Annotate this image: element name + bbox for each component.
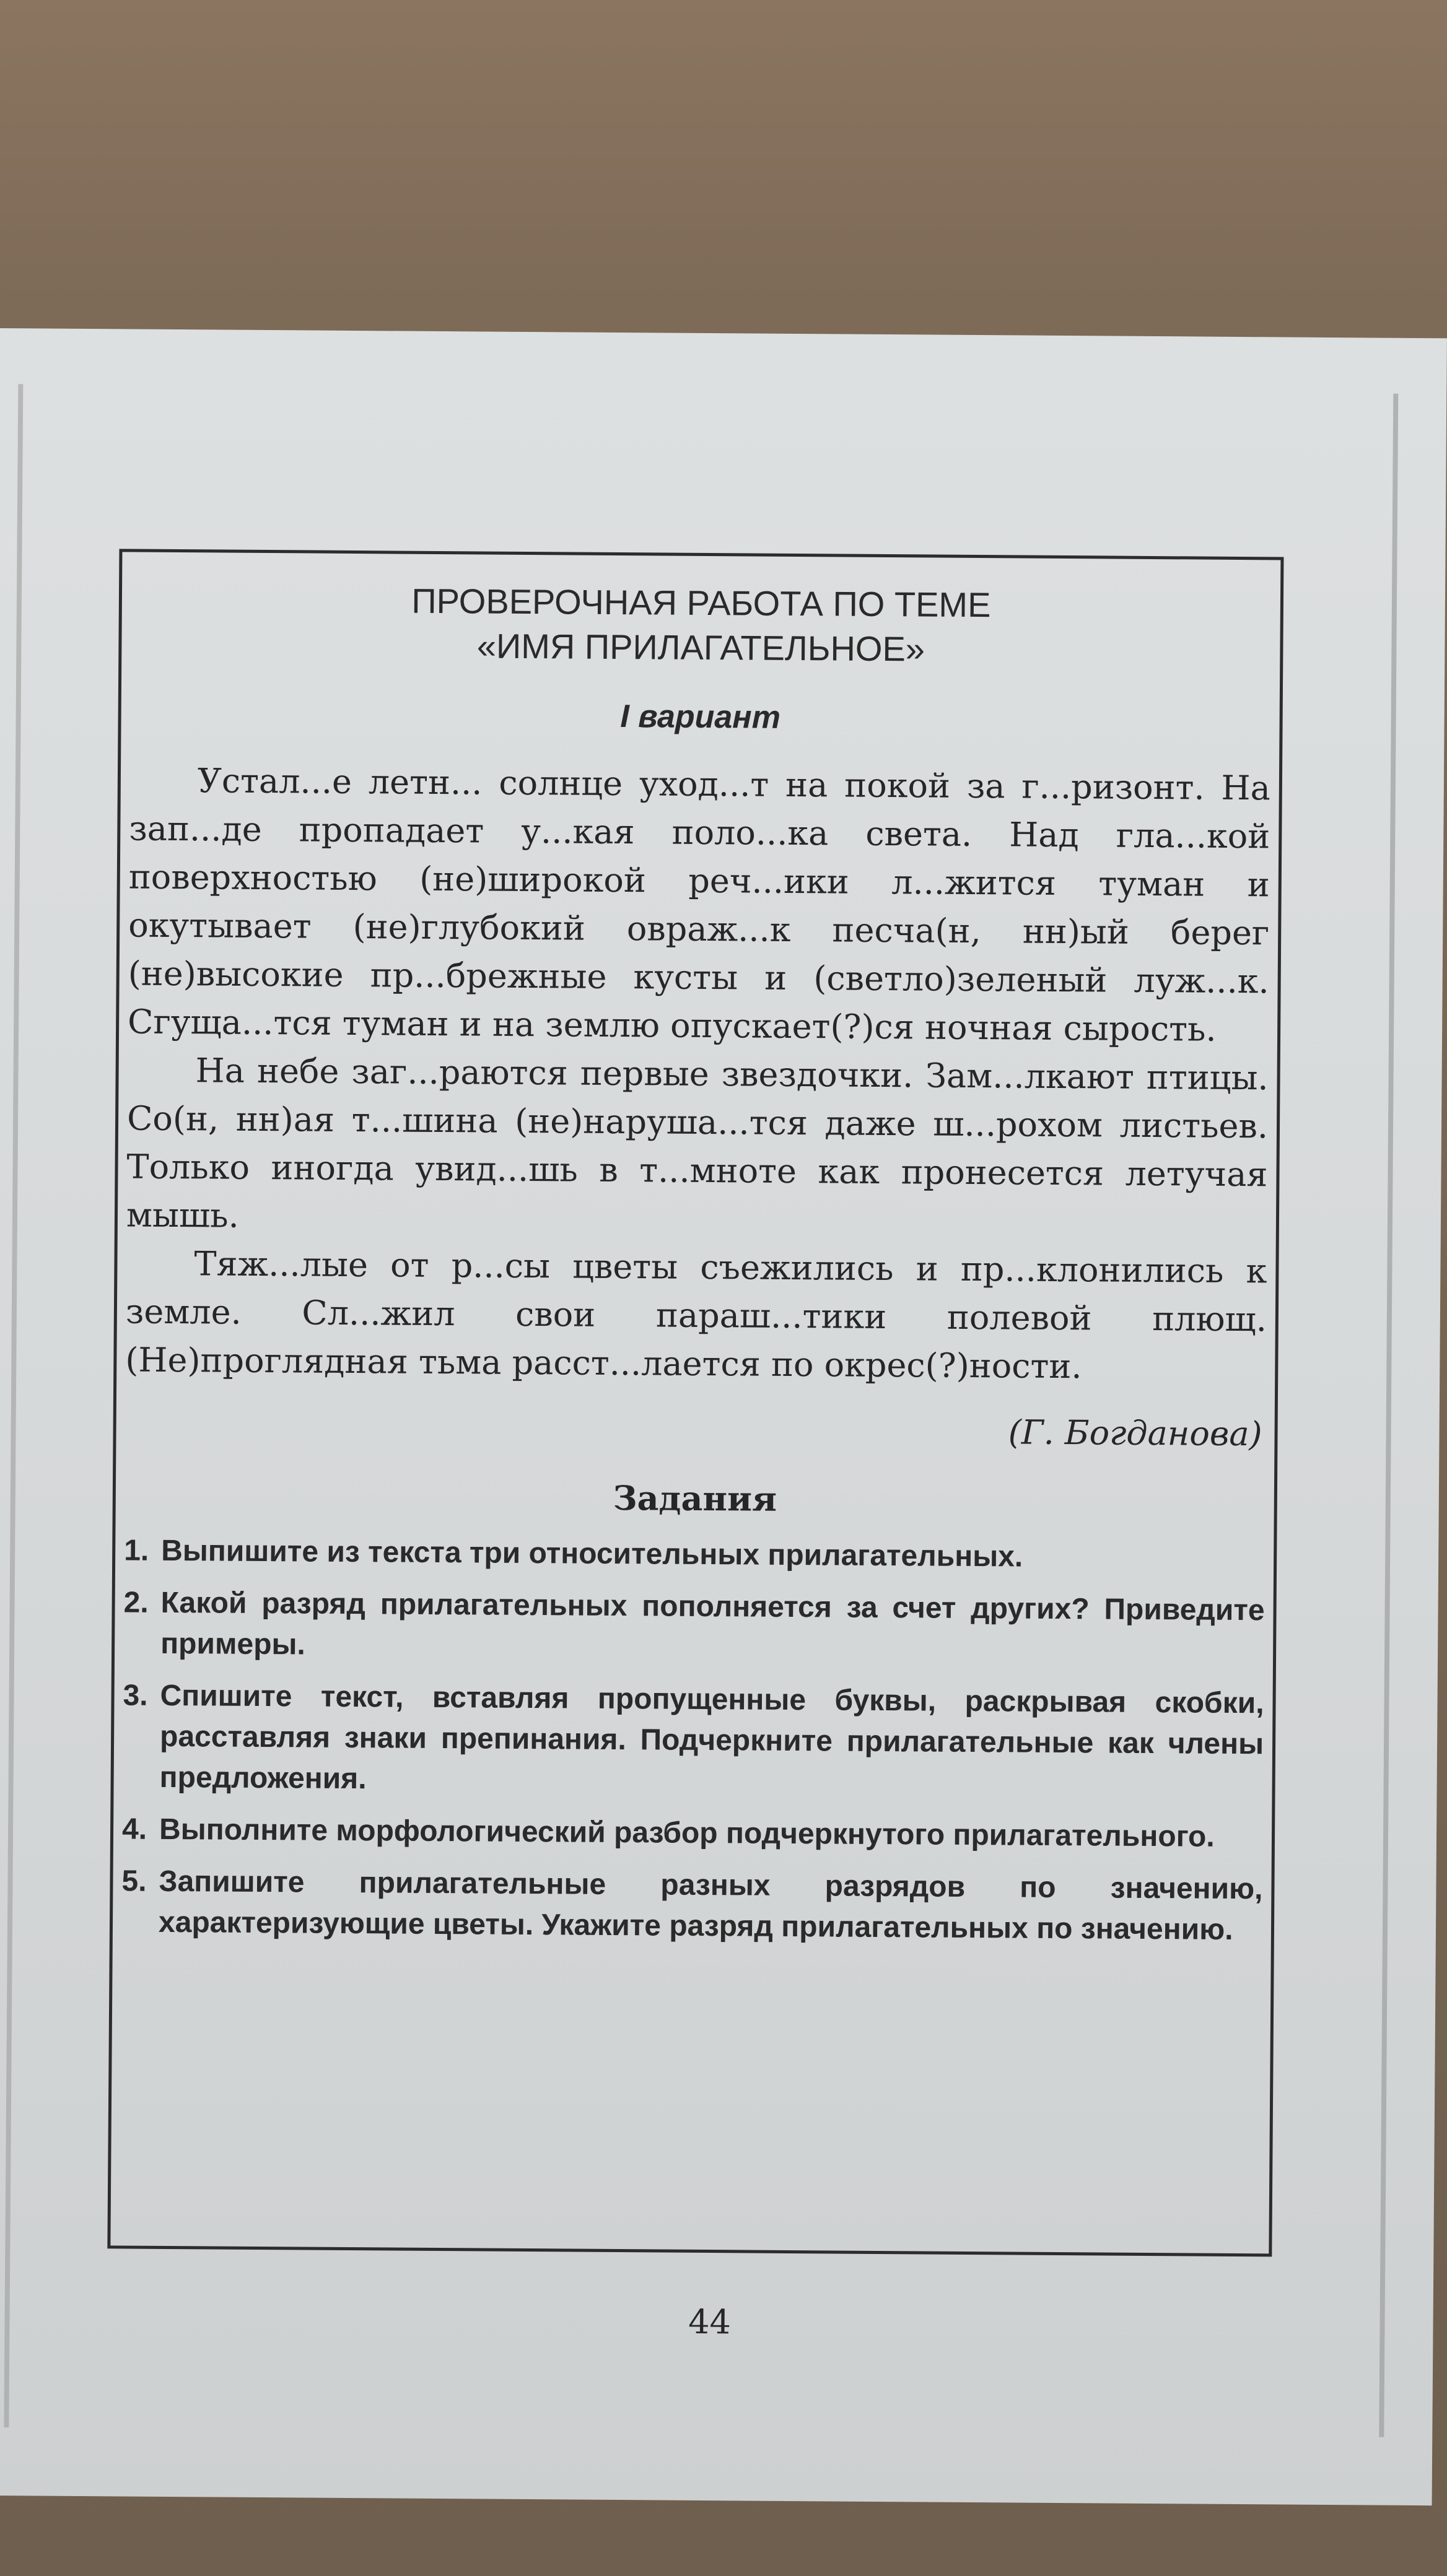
task-item	[124, 1530, 1265, 1579]
paragraph-2: На небе заг...раются первые звездочки. Зам...лкают птицы. Со(н, нн)ая т...шина (не)наруша...тся даже ш...рохом листьев. Только иногда увид...шь в т...мноте как пронесется летучая мышь.	[126, 1051, 1269, 1235]
task-number: 3.	[123, 1679, 148, 1712]
title-line-2: «ИМЯ ПРИЛАГАТЕЛЬНОЕ»	[476, 626, 925, 669]
paragraph-3: Тяж...лые от р...сы цветы съежились и пр...клонились к земле. Сл...жил свои параш...тики полевой плющ. (Не)проглядная тьма расст...лается по окрес(?)ности.	[125, 1244, 1267, 1386]
tasks-heading: Задания	[613, 1477, 777, 1519]
task-number: 5.	[121, 1865, 147, 1898]
paper-sheet	[0, 328, 1447, 2505]
task-number: 1.	[124, 1534, 149, 1567]
task-number: 4.	[121, 1812, 147, 1846]
task-item	[122, 1675, 1264, 1806]
title-line-1: ПРОВЕРОЧНАЯ РАБОТА ПО ТЕМЕ	[411, 581, 991, 625]
page-number: 44	[688, 2302, 732, 2342]
dictation-text	[125, 756, 1270, 1392]
variant-label: I вариант	[620, 698, 781, 736]
worksheet-frame	[107, 549, 1283, 2256]
task-text: Запишите прилагательные разных разрядов по значению, характеризующие цветы. Укажите разряд прилагательных по значению.	[158, 1865, 1263, 1946]
author-attribution: (Г. Богданова)	[1008, 1412, 1262, 1454]
task-text: Спишите текст, вставляя пропущенные буквы, раскрывая скобки, расставляя знаки препинания. Подчеркните прилагательные как члены предложения.	[159, 1679, 1264, 1796]
task-text: Какой разряд прилагательных пополняется за счет других? Приведите примеры.	[160, 1586, 1265, 1661]
paragraph-1: Устал...е летн... солнце уход...т на покой за г...ризонт. На зап...де пропадает у...кая поло...ка света. Над гла...кой поверхностью (не)широкой реч...ики л...жится туман и окутывает (не)глубокий овраж...к песча(н, нн)ый берег (не)высокие пр...брежные кусты и (светло)зеленый луж...к. Сгуща...тся туман и на землю опускает(?)ся ночная сырость.	[127, 761, 1271, 1049]
task-text: Выполните морфологический разбор подчеркнутого прилагательного.	[159, 1812, 1215, 1853]
task-item	[123, 1582, 1265, 1672]
task-number: 2.	[123, 1586, 149, 1619]
tasks-list	[121, 1530, 1266, 1962]
left-page-edge	[4, 384, 23, 2427]
page-title	[121, 577, 1280, 674]
right-page-edge	[1379, 394, 1398, 2437]
task-text: Выпишите из текста три относительных прилагательных.	[161, 1534, 1023, 1573]
task-item	[122, 1809, 1263, 1858]
task-item	[121, 1861, 1263, 1951]
